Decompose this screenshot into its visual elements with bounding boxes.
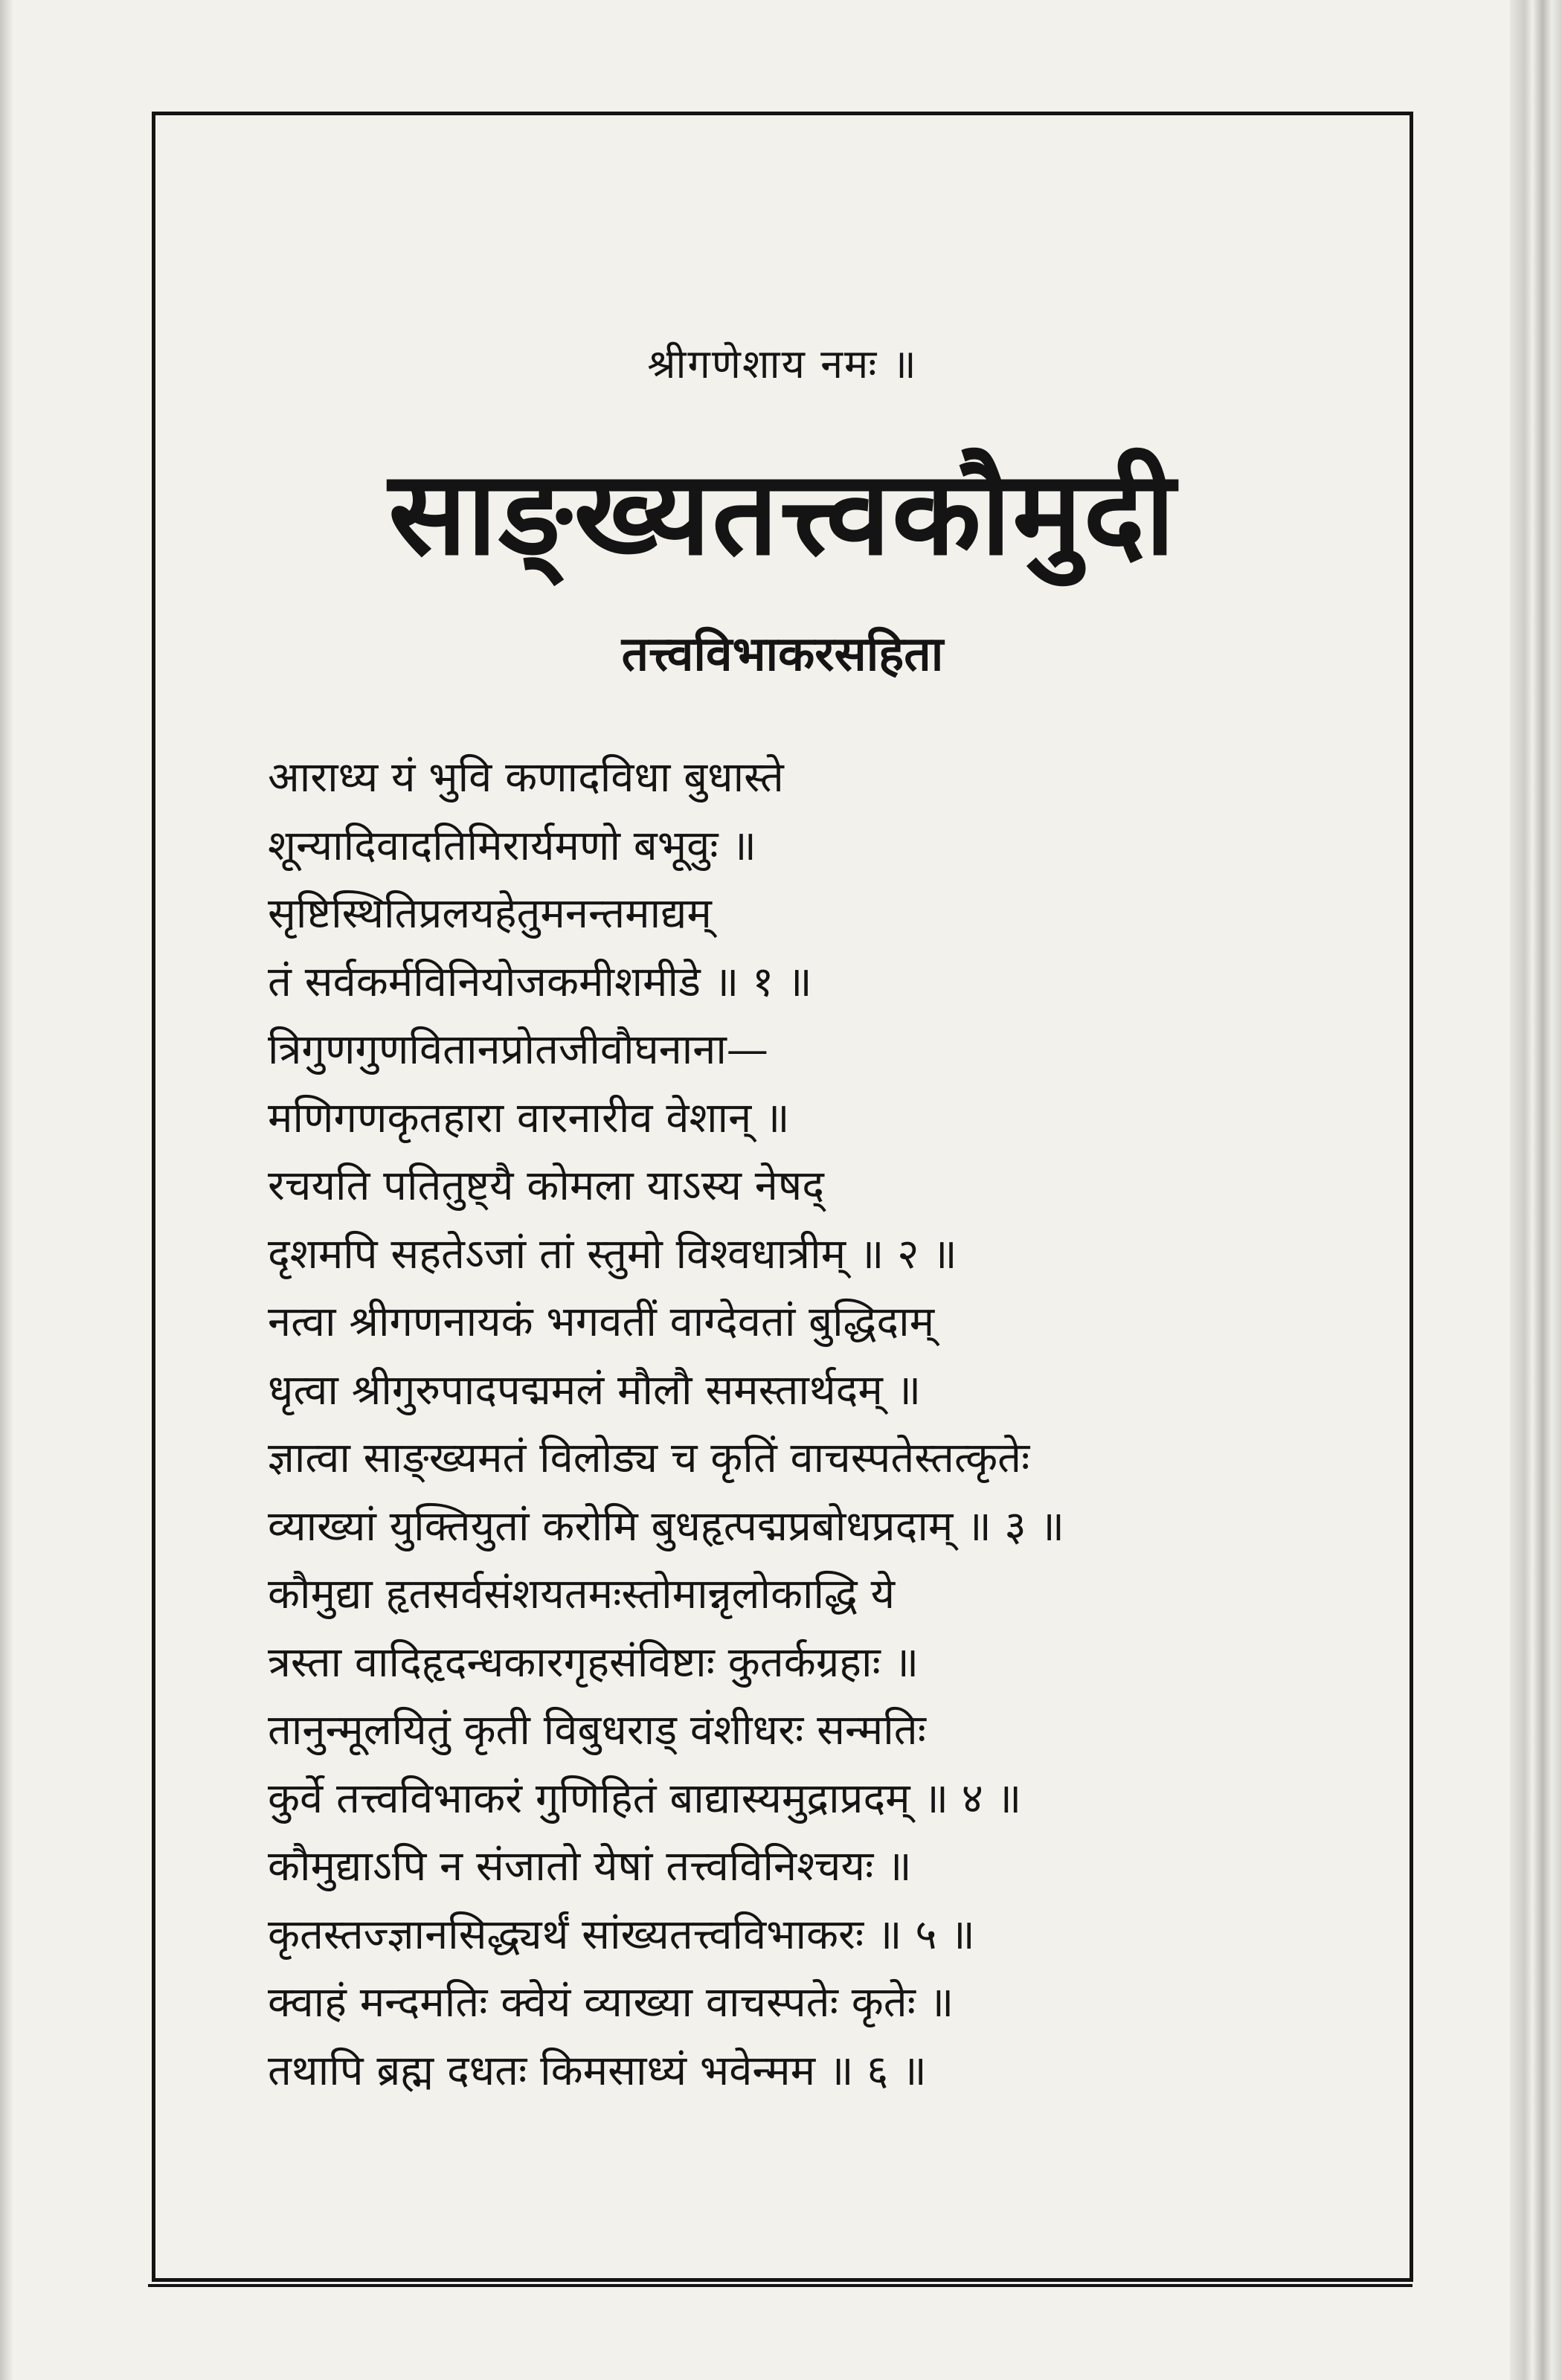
- invocation-line: श्रीगणेशाय नमः ॥: [647, 341, 918, 387]
- verse-line: व्याख्यां युक्तियुतां करोमि बुधहृत्पद्मप्रबोधप्रदाम् ॥ ३ ॥: [268, 1502, 1065, 1551]
- verse-line: धृत्वा श्रीगुरुपादपद्ममलं मौलौ समस्तार्थदम् ॥: [268, 1366, 922, 1415]
- book-subtitle: तत्त्वविभाकरसहिता: [621, 626, 944, 682]
- verse-line: तथापि ब्रह्म दधतः किमसाध्यं भवेन्मम ॥ ६ ॥: [268, 2046, 927, 2095]
- verse-line: शून्यादिवादतिमिरार्यमणो बभूवुः ॥: [268, 821, 756, 870]
- verse-line: ज्ञात्वा साङ्ख्यमतं विलोड्य च कृतिं वाचस्पतेस्तत्कृतेः: [268, 1434, 1030, 1482]
- verse-line: दृशमपि सहतेऽजां तां स्तुमो विश्वधात्रीम् ॥ २ ॥: [268, 1229, 957, 1279]
- verse-line: त्रस्ता वादिहृदन्धकारगृहसंविष्टाः कुतर्कग्रहाः ॥: [268, 1638, 919, 1687]
- verse-line: नत्वा श्रीगणनायकं भगवतीं वाग्देवतां बुद्धिदाम्: [268, 1298, 935, 1346]
- verse-line: मणिगणकृतहारा वारनारीव वेशान् ॥: [268, 1093, 790, 1142]
- verse-line: कृतस्तज्ज्ञानसिद्ध्यर्थं सांख्यतत्त्वविभाकरः ॥ ५ ॥: [268, 1910, 975, 1959]
- verse-line: कौमुद्याऽपि न संजातो येषां तत्त्वविनिश्चयः ॥: [268, 1842, 912, 1891]
- verse-line: आराध्य यं भुवि कणादविधा बुधास्ते: [268, 753, 784, 802]
- verse-line: रचयति पतितुष्ट्यै कोमला याऽस्य नेषद्: [268, 1162, 824, 1210]
- scan-left-edge: [0, 0, 13, 2380]
- verse-line: कुर्वे तत्त्वविभाकरं गुणिहितं बाद्यास्यमुद्राप्रदम् ॥ ४ ॥: [268, 1774, 1022, 1823]
- verse-line: सृष्टिस्थितिप्रलयहेतुमनन्तमाद्यम्: [268, 890, 712, 938]
- book-title: साङ्ख्यतत्त्वकौमुदी: [388, 445, 1177, 581]
- verse-line: तं सर्वकर्मविनियोजकमीशमीडे ॥ १ ॥: [268, 957, 812, 1006]
- verse-block: [268, 744, 1339, 2105]
- verse-line: क्वाहं मन्दमतिः क्वेयं व्याख्या वाचस्पतेः कृतेः ॥: [268, 1978, 954, 2027]
- scan-page-edge: [1510, 0, 1562, 2380]
- verse-line: कौमुद्या हृतसर्वसंशयतमःस्तोमान्नृलोकाद्धि ये: [268, 1570, 896, 1618]
- verse-line: तानुन्मूलयितुं कृती विबुधराड् वंशीधरः सन्मतिः: [268, 1706, 926, 1755]
- verse-line: त्रिगुणगुणवितानप्रोतजीवौघनाना—: [268, 1026, 768, 1074]
